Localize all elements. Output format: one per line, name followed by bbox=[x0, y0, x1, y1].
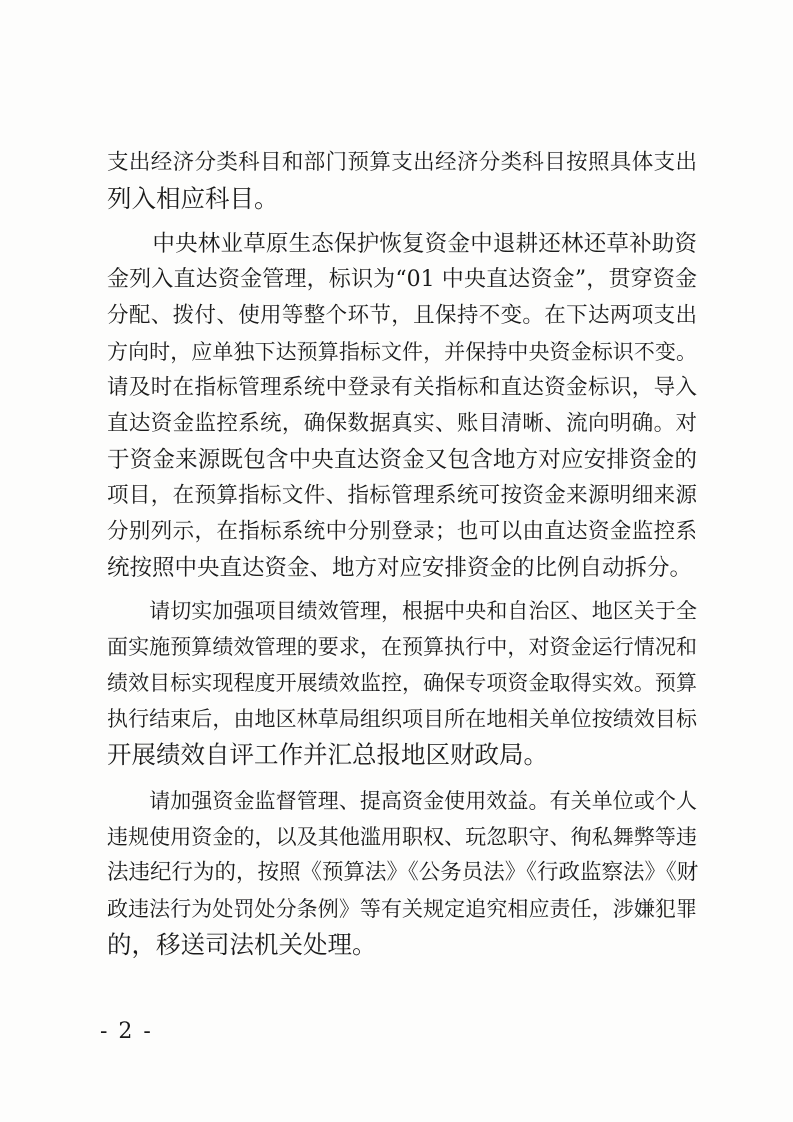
paragraph-2-line-5: 请及时在指标管理系统中登录有关指标和直达资金标识，导入 bbox=[107, 375, 697, 400]
page-number: - 2 - bbox=[100, 1019, 153, 1044]
paragraph-3-line-2: 面实施预算绩效管理的要求，在预算执行中，对资金运行情况和 bbox=[107, 635, 697, 659]
paragraph-3-line-5: 开展绩效自评工作并汇总报地区财政局。 bbox=[107, 740, 548, 769]
paragraph-4-line-4: 政违法行为处罚处分条例》等有关规定追究相应责任，涉嫌犯罪 bbox=[107, 897, 697, 921]
paragraph-2-line-8: 项目，在预算指标文件、指标管理系统可按资金来源明细来源 bbox=[107, 483, 697, 508]
paragraph-2-line-2: 金列入直达资金管理，标识为“01 中央直达资金”，贯穿资金 bbox=[107, 267, 697, 292]
paragraph-4-line-2: 违规使用资金的，以及其他滥用职权、玩忽职守、徇私舞弊等违 bbox=[107, 825, 697, 849]
paragraph-2-line-9: 分别列示，在指标系统中分别登录；也可以由直达资金监控系 bbox=[107, 519, 697, 544]
paragraph-2-line-4: 方向时，应单独下达预算指标文件，并保持中央资金标识不变。 bbox=[107, 340, 697, 364]
paragraph-4-line-5: 的，移送司法机关处理。 bbox=[107, 930, 377, 959]
paragraph-1-line-2: 列入相应科目。 bbox=[107, 184, 279, 213]
paragraph-2-line-6: 直达资金监控系统，确保数据真实、账目清晰、流向明确。对 bbox=[107, 411, 697, 436]
paragraph-3-line-1: 请切实加强项目绩效管理，根据中央和自治区、地区关于全 bbox=[107, 599, 697, 623]
paragraph-4-line-1: 请加强资金监督管理、提高资金使用效益。有关单位或个人 bbox=[107, 789, 697, 813]
paragraph-3-line-3: 绩效目标实现程度开展绩效监控，确保专项资金取得实效。预算 bbox=[107, 671, 697, 695]
paragraph-4-line-3: 法违纪行为的，按照《预算法》《公务员法》《行政监察法》《财 bbox=[107, 860, 699, 885]
paragraph-2-line-1: 中央林业草原生态保护恢复资金中退耕还林还草补助资 bbox=[107, 231, 697, 257]
paragraph-3-line-4: 执行结束后，由地区林草局组织项目所在地相关单位按绩效目标 bbox=[107, 707, 697, 731]
paragraph-2-line-10: 统按照中央直达资金、地方对应安排资金的比例自动拆分。 bbox=[107, 555, 693, 581]
paragraph-2-line-3: 分配、拨付、使用等整个环节，且保持不变。在下达两项支出 bbox=[107, 303, 697, 328]
paragraph-1-line-1: 支出经济分类科目和部门预算支出经济分类科目按照具体支出 bbox=[107, 150, 697, 175]
paragraph-2-line-7: 于资金来源既包含中央直达资金又包含地方对应安排资金的 bbox=[107, 447, 697, 473]
